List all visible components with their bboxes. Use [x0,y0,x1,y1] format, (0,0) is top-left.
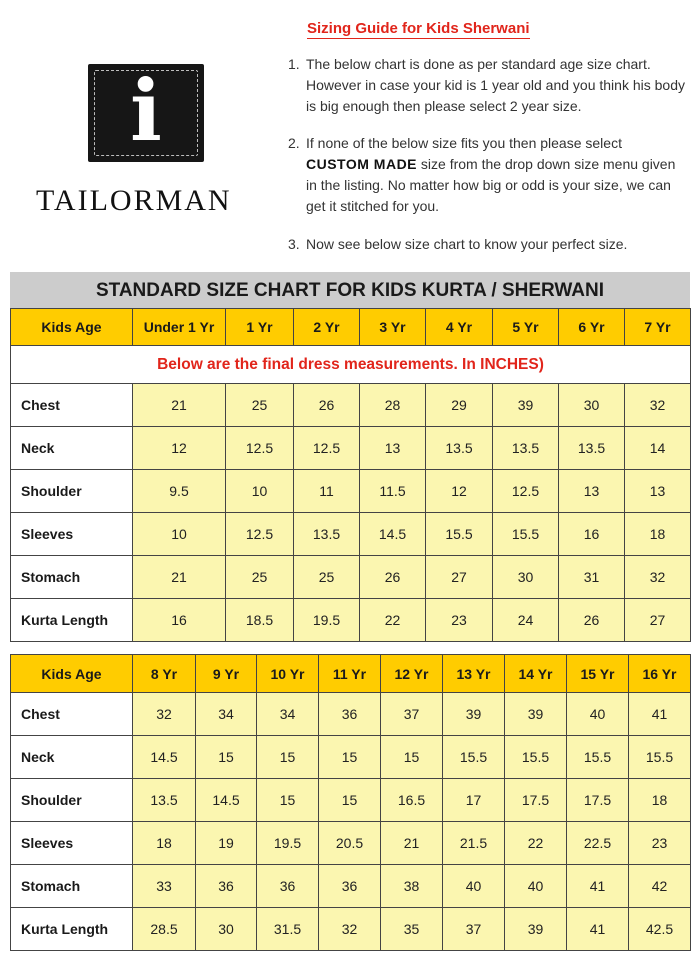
measurement-value: 40 [567,693,629,736]
table-2-header [11,655,691,693]
guide-note-3 [288,234,688,255]
measurement-value: 41 [629,693,691,736]
measurement-value: 38 [381,865,443,908]
size-header: 2 Yr [294,309,360,346]
table-row [11,908,691,951]
guide-note-2 [288,133,688,217]
measurement-value: 14.5 [196,779,257,822]
measurement-value: 32 [625,384,691,427]
measurement-label: Kurta Length [11,908,133,951]
measurement-value: 14.5 [133,736,196,779]
table-row [11,822,691,865]
measurement-label: Neck [11,427,133,470]
measurement-value: 32 [625,556,691,599]
measurement-value: 30 [493,556,559,599]
measurement-value: 15 [319,779,381,822]
measurement-value: 26 [294,384,360,427]
size-header: 10 Yr [257,655,319,693]
measurement-value: 23 [629,822,691,865]
measurement-value: 15 [319,736,381,779]
measurement-value: 28.5 [133,908,196,951]
measurement-value: 21.5 [443,822,505,865]
measurement-label: Stomach [11,556,133,599]
measurement-value: 14.5 [360,513,426,556]
measurement-value: 19.5 [294,599,360,642]
measurement-value: 13.5 [133,779,196,822]
measurement-value: 39 [493,384,559,427]
measurement-value: 13 [360,427,426,470]
table-1-header [11,309,691,346]
measurement-value: 26 [360,556,426,599]
table-row [11,427,691,470]
size-header: 9 Yr [196,655,257,693]
measurement-value: 12.5 [294,427,360,470]
measurement-value: 18.5 [226,599,294,642]
measurement-value: 12.5 [226,427,294,470]
measurement-value: 25 [294,556,360,599]
measurement-value: 16 [133,599,226,642]
measurement-value: 13.5 [294,513,360,556]
measurement-value: 31.5 [257,908,319,951]
measurement-value: 36 [196,865,257,908]
measurement-value: 11.5 [360,470,426,513]
measurement-value: 10 [133,513,226,556]
measurement-value: 26 [559,599,625,642]
measurement-note-row [11,346,691,384]
measurement-value: 17 [443,779,505,822]
measurement-label: Sleeves [11,513,133,556]
measurement-value: 19 [196,822,257,865]
measurement-value: 23 [426,599,493,642]
measurement-value: 15.5 [426,513,493,556]
measurement-value: 9.5 [133,470,226,513]
size-header: 4 Yr [426,309,493,346]
measurement-value: 10 [226,470,294,513]
size-header: Under 1 Yr [133,309,226,346]
note-text: The below chart is done as per standard age size chart. However in case your kid is 1 year old and you think his body is big enough then please select 2 year size. [306,56,685,114]
measurement-value: 15 [381,736,443,779]
measurement-value: 22 [505,822,567,865]
size-table-2 [10,654,691,951]
measurement-value: 13 [559,470,625,513]
measurement-value: 30 [559,384,625,427]
measurement-value: 36 [257,865,319,908]
size-header: 1 Yr [226,309,294,346]
measurement-value: 18 [625,513,691,556]
measurement-value: 39 [505,908,567,951]
table-row [11,384,691,427]
measurement-value: 18 [133,822,196,865]
measurement-value: 39 [505,693,567,736]
measurement-value: 24 [493,599,559,642]
table-row [11,470,691,513]
measurement-label: Stomach [11,865,133,908]
note-number: 1. [288,56,300,72]
note-number: 3. [288,236,300,252]
measurement-value: 41 [567,908,629,951]
measurement-value: 19.5 [257,822,319,865]
size-header: 7 Yr [625,309,691,346]
size-header: 14 Yr [505,655,567,693]
measurement-value: 15.5 [567,736,629,779]
measurement-value: 17.5 [505,779,567,822]
measurement-value: 40 [505,865,567,908]
measurement-value: 15.5 [505,736,567,779]
measurement-value: 25 [226,384,294,427]
brand-name: TAILORMAN [36,184,232,217]
table-row [11,865,691,908]
measurement-value: 27 [625,599,691,642]
guide-title: Sizing Guide for Kids Sherwani [307,20,530,37]
measurement-value: 22 [360,599,426,642]
measurement-value: 12.5 [493,470,559,513]
measurement-value: 37 [381,693,443,736]
measurement-value: 42 [629,865,691,908]
measurement-value: 36 [319,693,381,736]
size-header: 12 Yr [381,655,443,693]
measurement-note: Below are the final dress measurements. In INCHES) [11,346,691,384]
measurement-value: 11 [294,470,360,513]
measurement-label: Shoulder [11,779,133,822]
measurement-label: Chest [11,384,133,427]
chart-title: STANDARD SIZE CHART FOR KIDS KURTA / SHERWANI [10,272,690,308]
measurement-value: 32 [319,908,381,951]
measurement-value: 21 [133,384,226,427]
table-row [11,513,691,556]
measurement-value: 27 [426,556,493,599]
measurement-value: 35 [381,908,443,951]
measurement-value: 34 [196,693,257,736]
measurement-value: 21 [381,822,443,865]
measurement-value: 15 [196,736,257,779]
measurement-value: 16.5 [381,779,443,822]
size-header: 6 Yr [559,309,625,346]
measurement-value: 12.5 [226,513,294,556]
note-text-start: If none of the below size fits you then please select [306,135,622,151]
measurement-value: 25 [226,556,294,599]
size-table-1 [10,308,691,642]
kids-age-header: Kids Age [11,655,133,693]
measurement-value: 16 [559,513,625,556]
table-row [11,736,691,779]
size-header: 5 Yr [493,309,559,346]
size-header: 8 Yr [133,655,196,693]
size-header: 13 Yr [443,655,505,693]
table-row [11,556,691,599]
measurement-value: 30 [196,908,257,951]
tailorman-logo [88,61,204,162]
measurement-label: Kurta Length [11,599,133,642]
measurement-value: 15.5 [493,513,559,556]
measurement-value: 31 [559,556,625,599]
note-text-end: size from the drop down size menu given in the listing. No matter how big or odd is your size, we can get it stitched for you. [306,156,676,214]
note-text [306,133,688,217]
measurement-label: Chest [11,693,133,736]
measurement-value: 39 [443,693,505,736]
measurement-value: 33 [133,865,196,908]
measurement-value: 36 [319,865,381,908]
measurement-value: 20.5 [319,822,381,865]
measurement-label: Sleeves [11,822,133,865]
measurement-value: 13.5 [426,427,493,470]
measurement-value: 13.5 [559,427,625,470]
measurement-value: 12 [426,470,493,513]
custom-made-emphasis: CUSTOM MADE [306,156,418,172]
table-row [11,693,691,736]
note-number: 2. [288,135,300,151]
measurement-value: 29 [426,384,493,427]
measurement-value: 34 [257,693,319,736]
measurement-value: 13.5 [493,427,559,470]
measurement-value: 21 [133,556,226,599]
size-header: 15 Yr [567,655,629,693]
table-row [11,599,691,642]
measurement-value: 18 [629,779,691,822]
measurement-value: 32 [133,693,196,736]
measurement-value: 22.5 [567,822,629,865]
measurement-label: Neck [11,736,133,779]
measurement-value: 40 [443,865,505,908]
measurement-value: 17.5 [567,779,629,822]
logo-glyph: i [130,61,162,160]
size-header: 3 Yr [360,309,426,346]
measurement-value: 14 [625,427,691,470]
note-text: Now see below size chart to know your perfect size. [306,236,628,252]
measurement-value: 15.5 [629,736,691,779]
size-header: 16 Yr [629,655,691,693]
measurement-value: 13 [625,470,691,513]
size-header: 11 Yr [319,655,381,693]
kids-age-header: Kids Age [11,309,133,346]
measurement-value: 15 [257,779,319,822]
measurement-value: 15.5 [443,736,505,779]
measurement-value: 41 [567,865,629,908]
table-row [11,779,691,822]
measurement-value: 12 [133,427,226,470]
measurement-value: 42.5 [629,908,691,951]
guide-note-1 [288,54,688,117]
measurement-label: Shoulder [11,470,133,513]
measurement-value: 37 [443,908,505,951]
measurement-value: 15 [257,736,319,779]
measurement-value: 28 [360,384,426,427]
